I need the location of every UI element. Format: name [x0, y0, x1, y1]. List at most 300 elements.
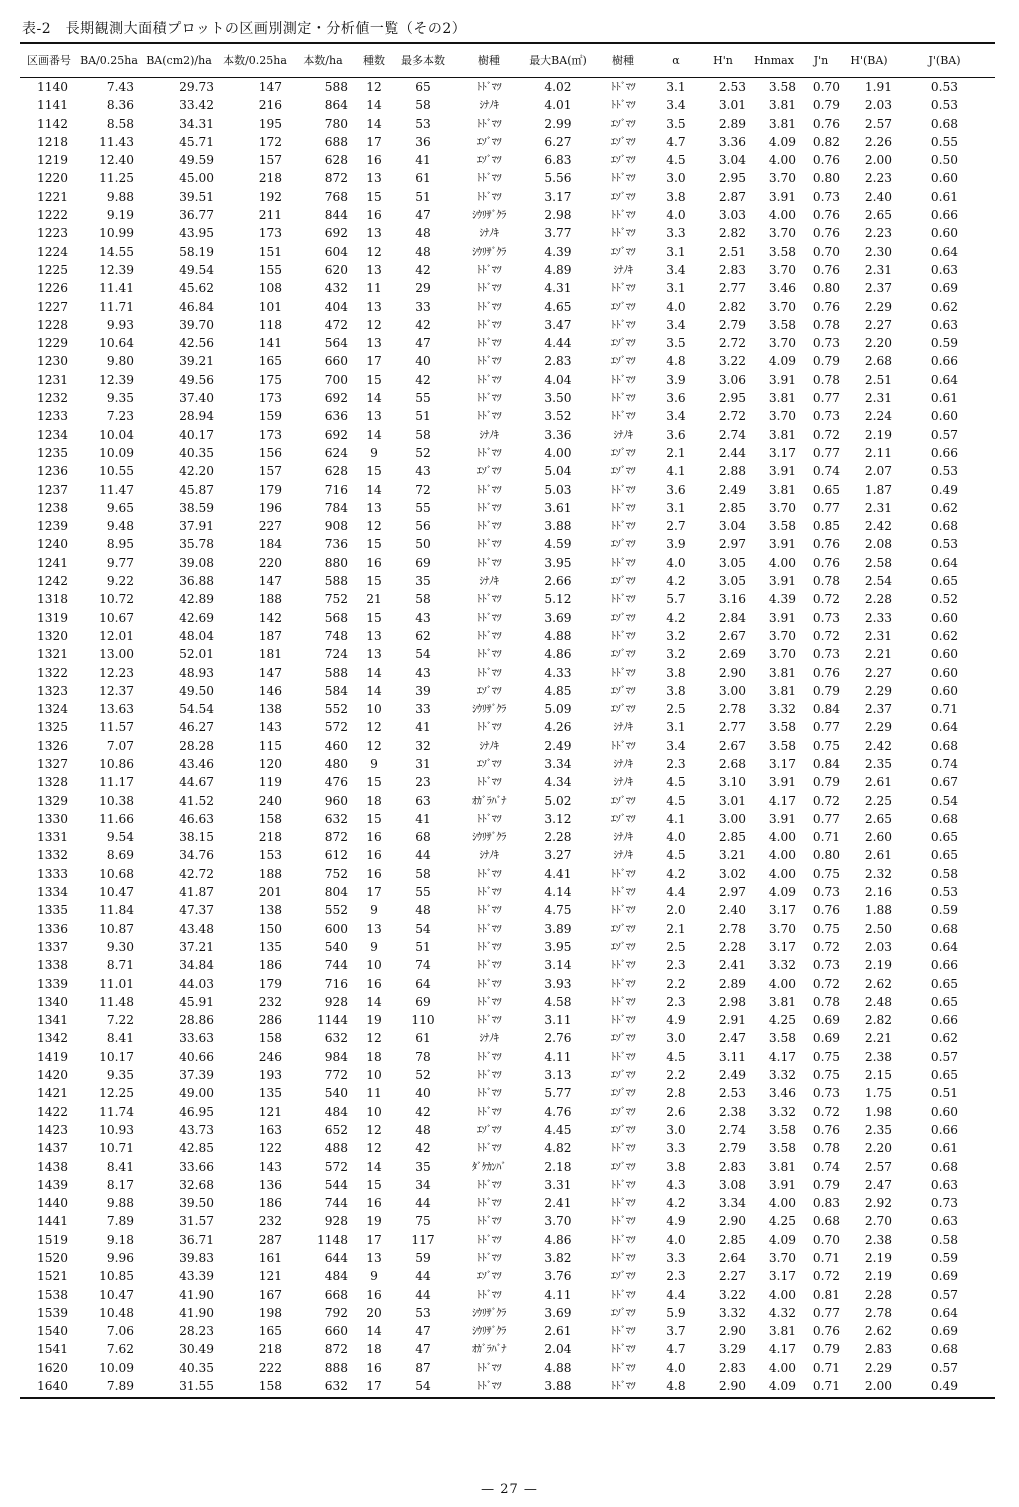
table-cell: 0.68	[930, 921, 959, 936]
table-cell: 772	[324, 1068, 348, 1083]
table-cell: 3.58	[768, 1122, 796, 1137]
table-cell: 2.21	[864, 1031, 892, 1046]
table-cell: 3.11	[718, 1049, 746, 1064]
table-cell: 14	[366, 391, 382, 406]
table-row	[20, 224, 995, 242]
table-cell: 0.68	[930, 116, 959, 131]
table-cell: 3.21	[718, 848, 746, 863]
table-cell: 540	[324, 939, 348, 954]
table-cell: 4.25	[768, 1214, 796, 1229]
table-cell: 2.88	[718, 464, 746, 479]
table-cell: 2.1	[666, 445, 686, 460]
table-cell: ﾄﾄﾞﾏﾂ	[476, 1014, 502, 1027]
table-cell: 159	[258, 409, 282, 424]
table-cell: ﾄﾄﾞﾏﾂ	[610, 172, 636, 185]
table-cell: 49.50	[179, 683, 214, 698]
table-cell: ｼｳﾘｻﾞｸﾗ	[472, 1325, 506, 1338]
table-cell: 3.70	[768, 262, 796, 277]
table-cell: 39.08	[179, 555, 214, 570]
table-cell: 1225	[36, 262, 68, 277]
table-row	[20, 554, 995, 572]
table-cell: ｴｿﾞﾏﾂ	[476, 1270, 502, 1283]
table-cell: ｴｿﾞﾏﾂ	[476, 1123, 502, 1136]
table-cell: 21	[366, 592, 382, 607]
table-cell: 0.60	[930, 226, 959, 241]
table-cell: 0.62	[930, 628, 959, 643]
table-cell: ﾄﾄﾞﾏﾂ	[476, 867, 502, 880]
table-cell: 0.59	[930, 903, 959, 918]
table-cell: 2.51	[718, 244, 746, 259]
table-cell: 13	[366, 409, 382, 424]
table-cell: 1419	[36, 1049, 68, 1064]
table-cell: ｴｿﾞﾏﾂ	[610, 703, 636, 716]
table-cell: 0.61	[930, 391, 959, 406]
table-cell: 2.5	[666, 702, 686, 717]
table-cell: 2.50	[864, 921, 892, 936]
table-cell: 3.04	[718, 153, 746, 168]
table-cell: 9.88	[106, 189, 134, 204]
table-cell: 8.58	[106, 116, 134, 131]
table-cell: 42	[415, 1141, 431, 1156]
table-cell: 3.70	[768, 409, 796, 424]
table-cell: 51	[415, 939, 431, 954]
table-cell: 620	[324, 262, 348, 277]
table-cell: 3.1	[666, 80, 686, 94]
table-cell: 12	[366, 317, 382, 332]
table-cell: 87	[415, 1360, 431, 1375]
table-cell: 3.32	[718, 1305, 746, 1320]
table-cell: 1228	[36, 317, 68, 332]
table-cell: 2.40	[864, 189, 892, 204]
col-header: 樹種	[612, 54, 634, 67]
table-cell: 1144	[316, 1013, 348, 1028]
table-cell: 0.65	[930, 848, 959, 863]
table-cell: 15	[366, 372, 382, 387]
table-cell: ｴｿﾞﾏﾂ	[610, 190, 636, 203]
table-row	[20, 938, 995, 956]
table-cell: 0.70	[812, 244, 840, 259]
table-cell: ﾄﾄﾞﾏﾂ	[610, 1178, 636, 1191]
table-cell: 0.64	[930, 372, 959, 387]
table-cell: 9.80	[106, 354, 134, 369]
table-cell: 0.76	[812, 537, 840, 552]
table-cell: ﾄﾄﾞﾏﾂ	[476, 373, 502, 386]
table-cell: 3.70	[768, 171, 796, 186]
table-cell: 135	[258, 1086, 282, 1101]
table-cell: 928	[324, 994, 348, 1009]
table-cell: 42.56	[179, 336, 214, 351]
table-cell: 10.47	[99, 885, 134, 900]
table-cell: 688	[324, 134, 348, 149]
table-cell: 1141	[36, 98, 68, 113]
table-cell: 17	[366, 885, 382, 900]
table-cell: 0.76	[812, 116, 840, 131]
table-cell: 1227	[36, 299, 68, 314]
table-cell: 1.91	[864, 80, 892, 94]
table-cell: ｼﾅﾉｷ	[613, 757, 633, 770]
table-cell: 2.61	[864, 848, 892, 863]
table-cell: 42	[415, 1104, 431, 1119]
table-cell: 0.74	[812, 1159, 840, 1174]
table-cell: 872	[324, 830, 348, 845]
table-cell: ｼﾅﾉｷ	[613, 849, 633, 862]
table-row	[20, 1377, 995, 1395]
table-cell: 16	[366, 830, 382, 845]
table-cell: 3.58	[768, 80, 796, 94]
table-cell: 1321	[36, 647, 68, 662]
table-cell: ﾄﾄﾞﾏﾂ	[610, 1050, 636, 1063]
table-cell: 3.1	[666, 720, 686, 735]
table-cell: 1140	[36, 80, 68, 94]
table-cell: ﾀﾞｹｶﾝﾊﾞ	[471, 1160, 507, 1173]
table-cell: 122	[258, 1141, 282, 1156]
table-cell: 117	[411, 1232, 435, 1247]
table-cell: 41.90	[179, 1305, 214, 1320]
table-row	[20, 590, 995, 608]
table-cell: 32	[415, 738, 431, 753]
table-cell: ﾄﾄﾞﾏﾂ	[610, 593, 636, 606]
table-row	[20, 700, 995, 718]
table-cell: 584	[324, 683, 348, 698]
table-cell: 54	[415, 921, 431, 936]
table-cell: 0.60	[930, 171, 959, 186]
table-cell: 15	[366, 610, 382, 625]
table-cell: 1320	[36, 628, 68, 643]
table-cell: 46.84	[179, 299, 214, 314]
table-cell: 58	[415, 98, 431, 113]
table-cell: ﾄﾄﾞﾏﾂ	[610, 1215, 636, 1228]
table-cell: 2.29	[864, 683, 892, 698]
table-cell: 2.16	[864, 885, 892, 900]
table-cell: 218	[258, 1342, 282, 1357]
table-cell: 3.13	[544, 1068, 572, 1083]
table-cell: 752	[324, 866, 348, 881]
table-cell: 35	[415, 1159, 431, 1174]
table-cell: 3.95	[544, 939, 572, 954]
table-cell: 0.62	[930, 500, 959, 515]
table-cell: 10.72	[99, 592, 134, 607]
table-cell: 4.1	[666, 464, 686, 479]
table-cell: 744	[324, 1196, 348, 1211]
table-cell: 61	[415, 171, 431, 186]
table-row	[20, 1066, 995, 1084]
table-cell: 158	[258, 1379, 282, 1394]
table-cell: 660	[324, 354, 348, 369]
table-cell: 4.26	[544, 720, 572, 735]
table-cell: 2.82	[718, 226, 746, 241]
table-cell: 1318	[36, 592, 68, 607]
table-cell: 35.78	[179, 537, 214, 552]
table-cell: 246	[258, 1049, 282, 1064]
table-cell: 3.58	[768, 317, 796, 332]
col-header: 樹種	[478, 54, 500, 67]
table-cell: 0.84	[812, 756, 840, 771]
table-row	[20, 517, 995, 535]
table-cell: 3.76	[544, 1269, 572, 1284]
table-cell: ｴｿﾞﾏﾂ	[610, 1123, 636, 1136]
table-cell: 4.5	[666, 775, 686, 790]
table-cell: 2.83	[544, 354, 572, 369]
table-row	[20, 1322, 995, 1340]
table-cell: 3.69	[544, 610, 572, 625]
table-cell: 16	[366, 1196, 382, 1211]
table-cell: 0.53	[930, 98, 959, 113]
table-cell: 147	[258, 574, 282, 589]
table-cell: 1233	[36, 409, 68, 424]
table-cell: 2.19	[864, 427, 892, 442]
table-cell: 1.75	[864, 1086, 892, 1101]
table-cell: 2.57	[864, 1159, 892, 1174]
table-cell: 3.52	[544, 409, 572, 424]
table-cell: 3.08	[718, 1177, 746, 1192]
table-cell: 51	[415, 189, 431, 204]
table-cell: 8.95	[106, 537, 134, 552]
table-cell: ﾄﾄﾞﾏﾂ	[476, 1178, 502, 1191]
table-cell: 186	[258, 1196, 282, 1211]
table-cell: 4.85	[544, 683, 572, 698]
table-cell: 10	[366, 702, 382, 717]
table-cell: 3.88	[544, 519, 572, 534]
table-cell: 1420	[36, 1068, 68, 1083]
table-cell: 2.28	[718, 939, 746, 954]
table-cell: 0.68	[930, 1159, 959, 1174]
table-cell: 1242	[36, 574, 68, 589]
table-cell: 14	[366, 665, 382, 680]
table-cell: 1337	[36, 939, 68, 954]
table-cell: 44	[415, 848, 431, 863]
table-cell: 2.47	[864, 1177, 892, 1192]
table-cell: 3.46	[768, 1086, 796, 1101]
table-cell: 11.71	[99, 299, 134, 314]
table-cell: 4.2	[666, 610, 686, 625]
table-cell: 5.03	[544, 482, 572, 497]
table-cell: 6.83	[544, 153, 572, 168]
table-cell: 17	[366, 134, 382, 149]
table-cell: 3.58	[768, 1141, 796, 1156]
table-cell: 0.75	[812, 1049, 840, 1064]
table-cell: 2.92	[864, 1196, 892, 1211]
table-cell: 8.41	[106, 1159, 134, 1174]
table-cell: 0.63	[930, 262, 959, 277]
table-cell: 0.53	[930, 885, 959, 900]
table-cell: 34.84	[179, 958, 214, 973]
table-cell: 41	[415, 153, 431, 168]
table-cell: 7.43	[106, 80, 134, 94]
table-cell: 0.79	[812, 98, 840, 113]
table-cell: 716	[324, 976, 348, 991]
table-cell: 1229	[36, 336, 68, 351]
table-cell: 2.78	[718, 921, 746, 936]
table-body	[20, 78, 995, 1395]
table-cell: 3.8	[666, 189, 686, 204]
table-cell: 10.55	[99, 464, 134, 479]
table-cell: ｼｳﾘｻﾞｸﾗ	[472, 1306, 506, 1319]
table-cell: 16	[366, 866, 382, 881]
table-cell: 10.86	[99, 756, 134, 771]
table-cell: 3.16	[718, 592, 746, 607]
table-cell: ﾄﾄﾞﾏﾂ	[610, 1343, 636, 1356]
table-cell: 37.21	[179, 939, 214, 954]
table-cell: 54	[415, 647, 431, 662]
table-row	[20, 1048, 995, 1066]
table-cell: 4.09	[768, 1379, 796, 1394]
table-cell: ｼﾅﾉｷ	[479, 1032, 499, 1045]
table-cell: 17	[366, 1379, 382, 1394]
table-cell: 37.39	[179, 1068, 214, 1083]
table-cell: 0.80	[812, 848, 840, 863]
table-cell: 13	[366, 1251, 382, 1265]
table-cell: ﾄﾄﾞﾏﾂ	[476, 1069, 502, 1082]
table-cell: 0.73	[812, 336, 840, 351]
table-cell: 0.69	[812, 1031, 840, 1046]
table-cell: 52	[415, 445, 431, 460]
table-cell: 7.62	[106, 1342, 134, 1357]
table-cell: 10.85	[99, 1269, 134, 1284]
table-cell: 0.81	[812, 1287, 840, 1302]
table-cell: 0.60	[930, 647, 959, 662]
table-cell: 2.35	[864, 756, 892, 771]
table-row	[20, 755, 995, 773]
table-cell: ﾄﾄﾞﾏﾂ	[610, 629, 636, 642]
table-cell: 1539	[36, 1305, 68, 1320]
table-cell: ﾄﾄﾞﾏﾂ	[476, 1215, 502, 1228]
table-cell: 8.71	[106, 958, 134, 973]
table-cell: 2.21	[864, 647, 892, 662]
table-cell: ﾄﾄﾞﾏﾂ	[610, 81, 636, 93]
table-cell: ﾄﾄﾞﾏﾂ	[476, 1233, 502, 1246]
table-cell: 11.17	[99, 775, 134, 790]
table-cell: 3.8	[666, 683, 686, 698]
table-cell: 3.7	[666, 1324, 686, 1339]
table-cell: 15	[366, 1177, 382, 1192]
table-cell: 636	[324, 409, 348, 424]
table-cell: 63	[415, 793, 431, 808]
table-cell: 472	[324, 317, 348, 332]
table-cell: ｼﾅﾉｷ	[479, 849, 499, 862]
table-cell: 10.04	[99, 427, 134, 442]
table-cell: 47	[415, 208, 431, 223]
table-cell: 3.32	[768, 1068, 796, 1083]
col-header: 最多本数	[401, 54, 445, 67]
table-row	[20, 1194, 995, 1212]
table-cell: 9.96	[106, 1251, 134, 1265]
table-cell: 3.0	[666, 171, 686, 186]
table-cell: 572	[324, 1159, 348, 1174]
table-row	[20, 169, 995, 187]
table-cell: 3.2	[666, 628, 686, 643]
table-cell: 0.58	[930, 866, 959, 881]
table-cell: 0.78	[812, 1141, 840, 1156]
table-cell: ｴｿﾞﾏﾂ	[610, 154, 636, 167]
table-cell: ﾄﾄﾞﾏﾂ	[610, 1288, 636, 1301]
table-cell: 3.6	[666, 482, 686, 497]
table-cell: 2.3	[666, 994, 686, 1009]
table-cell: 13	[366, 226, 382, 241]
table-cell: ﾄﾄﾞﾏﾂ	[610, 977, 636, 990]
table-cell: 46.63	[179, 811, 214, 826]
table-row	[20, 993, 995, 1011]
table-cell: 2.60	[864, 830, 892, 845]
table-cell: 54.54	[179, 702, 214, 717]
table-cell: 69	[415, 555, 431, 570]
table-cell: 2.30	[864, 244, 892, 259]
table-cell: 40.35	[179, 445, 214, 460]
table-cell: 48	[415, 244, 431, 259]
table-cell: 9.19	[106, 208, 134, 223]
table-cell: 4.39	[544, 244, 572, 259]
table-cell: 50	[415, 537, 431, 552]
table-cell: ﾄﾄﾞﾏﾂ	[476, 721, 502, 734]
table-row	[20, 1267, 995, 1285]
table-cell: 74	[415, 958, 431, 973]
table-cell: 2.44	[718, 445, 746, 460]
table-cell: 0.68	[930, 738, 959, 753]
table-cell: ｴｿﾞﾏﾂ	[610, 446, 636, 459]
table-cell: 4.09	[768, 885, 796, 900]
table-cell: ﾄﾄﾞﾏﾂ	[476, 940, 502, 953]
table-cell: 4.5	[666, 793, 686, 808]
table-cell: ｴｿﾞﾏﾂ	[610, 1069, 636, 1082]
table-cell: 4.00	[768, 1360, 796, 1375]
table-cell: 4.11	[544, 1287, 572, 1302]
table-cell: 2.25	[864, 793, 892, 808]
table-cell: 644	[324, 1251, 348, 1265]
table-cell: ｴｿﾞﾏﾂ	[610, 1306, 636, 1319]
table-cell: 1224	[36, 244, 68, 259]
table-cell: 3.3	[666, 226, 686, 241]
table-cell: 36.71	[179, 1232, 214, 1247]
table-cell: ｴｿﾞﾏﾂ	[610, 465, 636, 478]
table-cell: 3.17	[544, 189, 572, 204]
table-cell: 41.52	[179, 793, 214, 808]
table-cell: 54	[415, 1379, 431, 1394]
table-cell: 744	[324, 958, 348, 973]
table-cell: 9	[370, 445, 378, 460]
table-cell: 632	[324, 1379, 348, 1394]
table-cell: 0.80	[812, 171, 840, 186]
table-cell: 1538	[36, 1287, 68, 1302]
table-cell: 2.31	[864, 500, 892, 515]
table-cell: ｴｿﾞﾏﾂ	[610, 940, 636, 953]
table-cell: 588	[324, 80, 348, 94]
table-row	[20, 334, 995, 352]
table-cell: 2.29	[864, 299, 892, 314]
table-cell: 5.9	[666, 1305, 686, 1320]
table-cell: 161	[258, 1251, 282, 1265]
table-cell: 23	[415, 775, 431, 790]
table-cell: 0.54	[930, 793, 959, 808]
table-cell: 62	[415, 628, 431, 643]
table-cell: 2.19	[864, 1251, 892, 1265]
table-cell: 2.8	[666, 1086, 686, 1101]
col-header: BA/0.25ha	[80, 53, 138, 67]
table-cell: 2.38	[864, 1049, 892, 1064]
table-cell: 31.57	[179, 1214, 214, 1229]
table-cell: 40.35	[179, 1360, 214, 1375]
table-cell: ﾄﾄﾞﾏﾂ	[610, 1233, 636, 1246]
table-cell: 3.34	[544, 756, 572, 771]
table-row	[20, 846, 995, 864]
table-cell: 48.93	[179, 665, 214, 680]
table-cell: 5.77	[544, 1086, 572, 1101]
table-cell: 16	[366, 1287, 382, 1302]
table-cell: 0.79	[812, 1342, 840, 1357]
table-cell: 2.95	[718, 391, 746, 406]
table-cell: 1439	[36, 1177, 68, 1192]
col-header: J'n	[813, 53, 829, 67]
table-cell: 1441	[36, 1214, 68, 1229]
measurement-table	[20, 42, 995, 1395]
